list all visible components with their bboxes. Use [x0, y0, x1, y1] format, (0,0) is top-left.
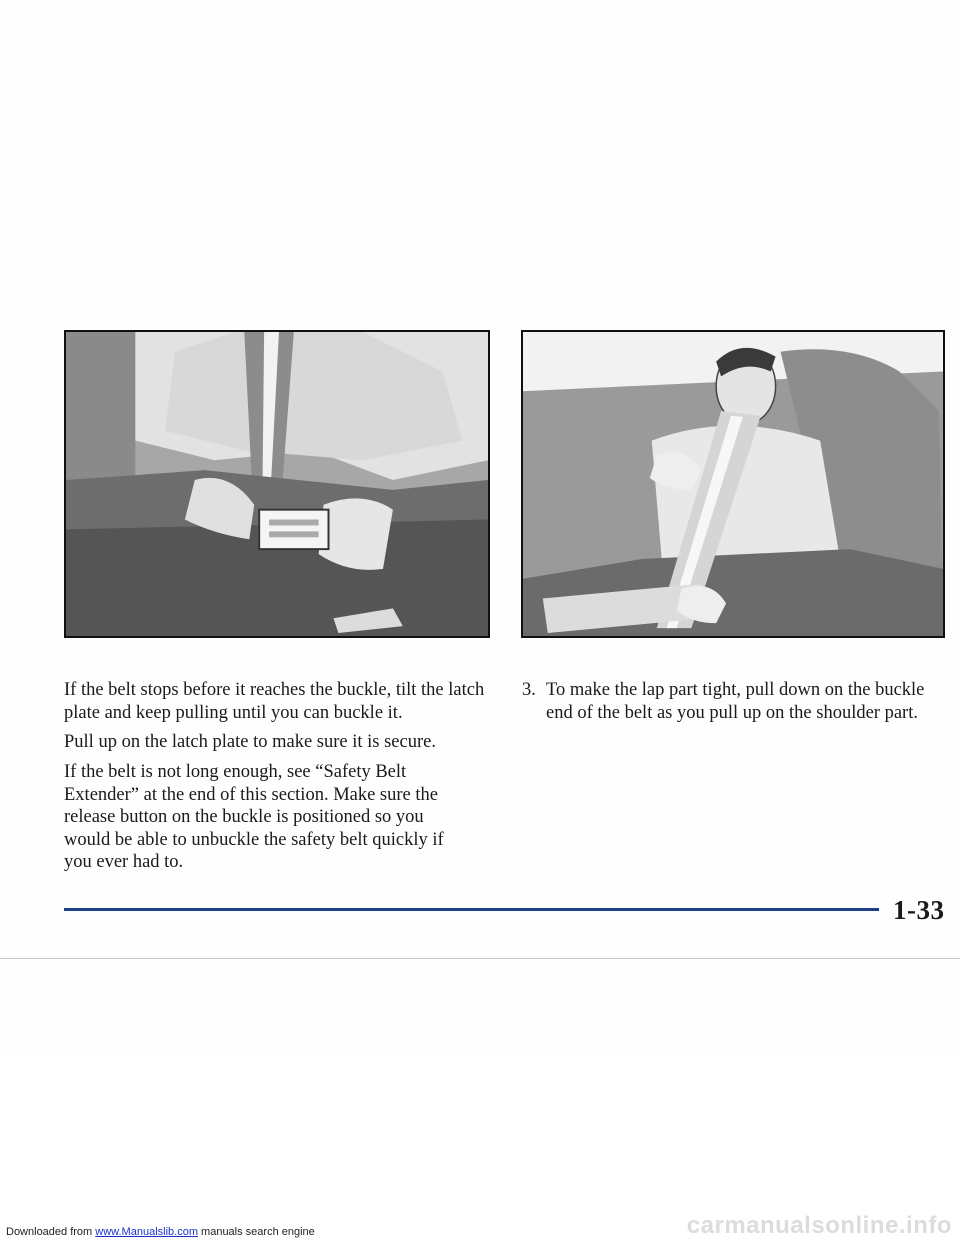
illustration-buckle-icon [66, 332, 488, 636]
faint-divider [0, 958, 960, 959]
footer-prefix: Downloaded from [6, 1226, 93, 1238]
illustration-driver-icon [523, 332, 943, 636]
step-3 [522, 679, 942, 724]
shoulder-belt-illustration [521, 330, 945, 638]
page-rule [64, 908, 879, 911]
paragraph-belt-extender: If the belt is not long enough, see “Safety Belt Extender” at the end of this section. Make sure the release button on the buckle is positioned so you would be able to unbuckle the safety belt quickly if you ever had to. [64, 762, 444, 872]
footer-suffix: manuals search engine [197, 1226, 315, 1238]
step-text: To make the lap part tight, pull down on the buckle end of the belt as you pull up on the shoulder part. [546, 680, 925, 723]
page-number: 1-33 [893, 895, 945, 925]
download-footer [6, 1226, 315, 1238]
manualslib-link[interactable]: www.Manualslib.com [95, 1226, 198, 1238]
paragraph-pull-latch: Pull up on the latch plate to make sure it is secure. [64, 732, 436, 752]
watermark-text: carmanualsonline.info [686, 1212, 952, 1239]
paragraph-belt-stops: If the belt stops before it reaches the buckle, tilt the latch plate and keep pulling until you can buckle it. [64, 680, 485, 723]
latch-plate-illustration [64, 330, 490, 638]
step-number: 3. [522, 680, 536, 700]
